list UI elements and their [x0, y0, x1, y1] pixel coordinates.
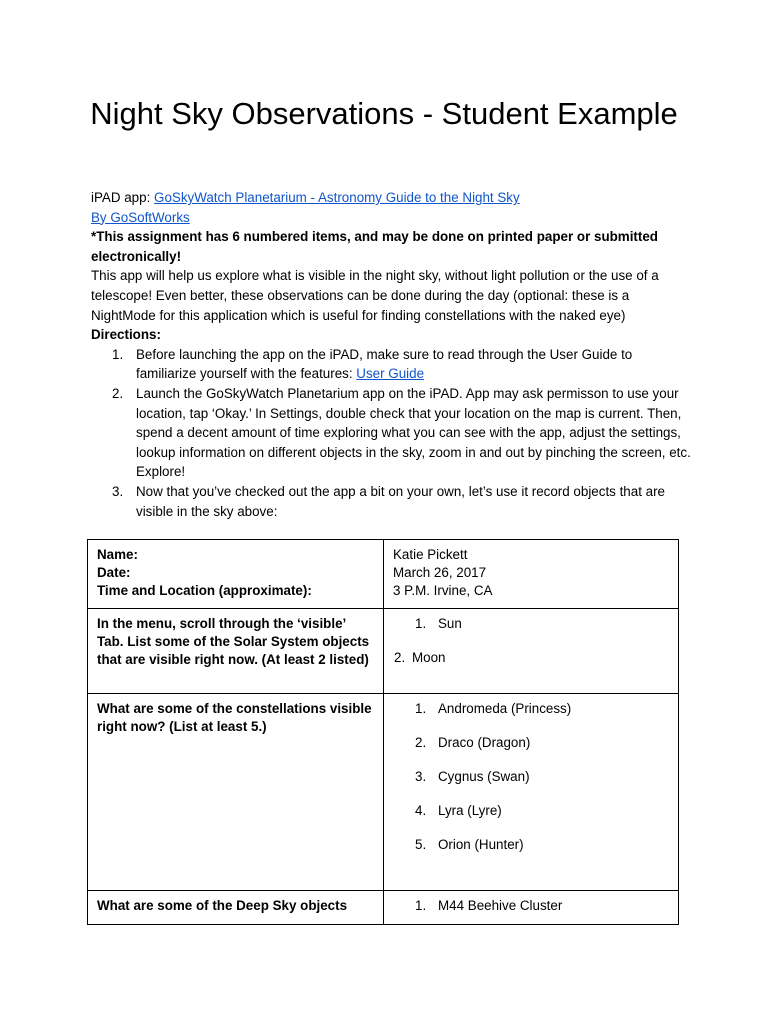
list-item [393, 897, 669, 915]
user-guide-link[interactable]: User Guide [356, 366, 425, 382]
deep-sky-question-cell: What are some of the Deep Sky objects [88, 891, 384, 925]
direction-text: Launch the GoSkyWatch Planetarium app on the iPAD. App may ask permisson to use your location, tap ‘Okay.’ In Settings, double check that your location on the map is current. Then, spend a decent amount of time exploring what you can see with the app, adjust the settings, lookup information on different objects in the sky, zoom in and out by pinching the screen, etc. Explore! [136, 385, 691, 480]
direction-number: 3. [112, 483, 124, 499]
name-value: Katie Pickett [393, 547, 468, 562]
constellations-answer-list [393, 700, 669, 854]
direction-number: 2. [112, 385, 124, 401]
item-text: Andromeda (Princess) [438, 701, 572, 716]
assignment-note: *This assignment has 6 numbered items, and may be done on printed paper or submitted electronically! [91, 229, 658, 264]
page-title: Night Sky Observations - Student Example [90, 96, 678, 131]
document-body [91, 188, 691, 521]
item-text: Orion (Hunter) [438, 837, 524, 852]
item-number: 4. [415, 803, 427, 818]
solar-answer-list [393, 615, 669, 633]
item-number: 2. [415, 735, 427, 750]
list-item [393, 802, 669, 820]
direction-item [91, 345, 691, 384]
solar-answers-cell [384, 609, 679, 694]
description: This app will help us explore what is visible in the night sky, without light pollution or the use of a telescope! Even better, these observations can be done during the day (optional: these is a NightMode for this application which is useful for finding constellations with the naked eye) [91, 268, 659, 323]
constellations-question-cell: What are some of the constellations visible right now? (List at least 5.) [88, 694, 384, 891]
item-number: 3. [415, 769, 427, 784]
deep-sky-answers-cell [384, 891, 679, 925]
item-text: Lyra (Lyre) [438, 803, 502, 818]
item-text: Sun [438, 616, 462, 631]
direction-text: Before launching the app on the iPAD, make sure to read through the User Guide to familiarize yourself with the features: [136, 346, 633, 382]
list-item [393, 615, 669, 633]
directions-list [91, 345, 691, 521]
table-row [88, 694, 679, 891]
item-number: 1. [415, 616, 427, 631]
item-number: 2. [394, 650, 406, 665]
name-label: Name: [97, 547, 138, 562]
date-value: March 26, 2017 [393, 565, 487, 580]
time-location-label: Time and Location (approximate): [97, 583, 312, 598]
item-number: 1. [415, 898, 427, 913]
by-line [91, 208, 691, 228]
direction-item [91, 482, 691, 521]
solar-question-cell: In the menu, scroll through the ‘visible’ Tab. List some of the Solar System objects that are visible right now. (At least 2 listed) [88, 609, 384, 694]
date-label: Date: [97, 565, 131, 580]
deep-sky-answer-list [393, 897, 669, 915]
item-text: Cygnus (Swan) [438, 769, 530, 784]
time-location-value: 3 P.M. Irvine, CA [393, 583, 493, 598]
direction-text: Now that you’ve checked out the app a bit on your own, let’s use it record objects that are visible in the sky above: [136, 483, 665, 519]
list-item [393, 734, 669, 752]
item-number: 1. [415, 701, 427, 716]
app-prefix: iPAD app: [91, 190, 155, 205]
item-number: 5. [415, 837, 427, 852]
list-item [393, 836, 669, 854]
item-text: Draco (Dragon) [438, 735, 531, 750]
info-labels-cell [88, 540, 384, 609]
list-item [393, 768, 669, 786]
direction-number: 1. [112, 346, 124, 362]
observation-table [87, 539, 679, 925]
table-row [88, 891, 679, 925]
item-text: M44 Beehive Cluster [438, 898, 563, 913]
developer-link[interactable]: By GoSoftWorks [91, 209, 190, 225]
item-text: Moon [412, 650, 446, 665]
table-row [88, 609, 679, 694]
list-item [393, 700, 669, 718]
direction-item [91, 384, 691, 482]
app-line [91, 188, 691, 208]
directions-heading: Directions: [91, 327, 161, 343]
app-link[interactable]: GoSkyWatch Planetarium - Astronomy Guide to the Night Sky [154, 190, 520, 205]
constellations-answers-cell [384, 694, 679, 891]
list-item [393, 649, 669, 667]
table-row [88, 540, 679, 609]
info-values-cell [384, 540, 679, 609]
